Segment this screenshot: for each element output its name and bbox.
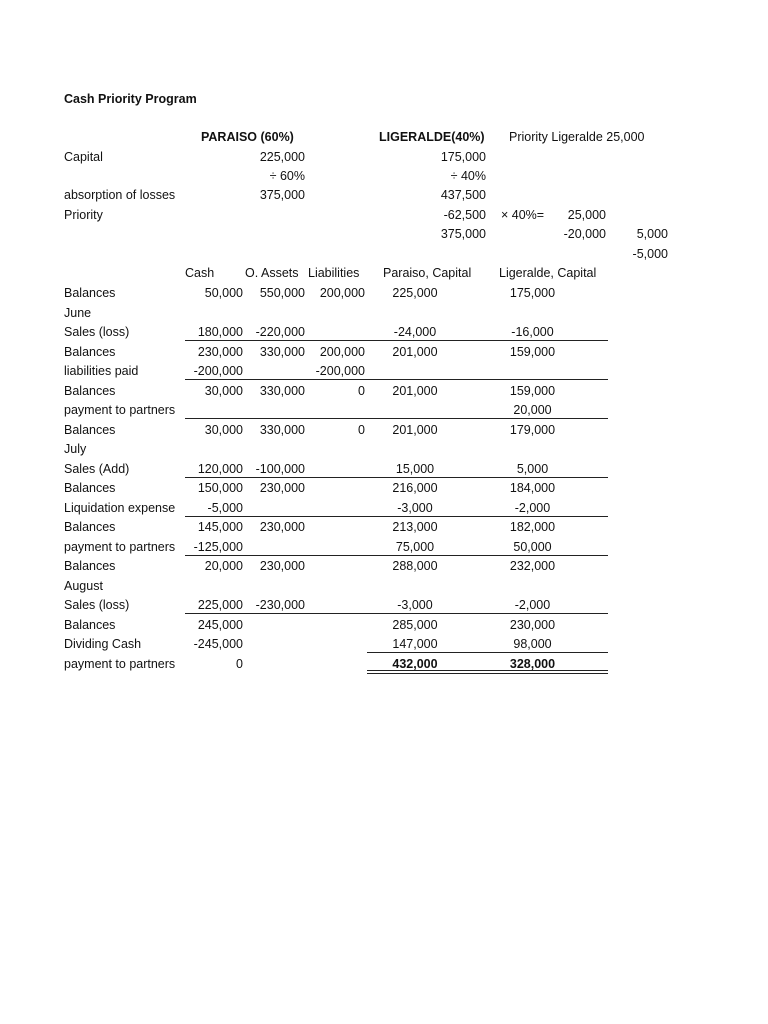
header-paraiso-capital: Paraiso, Capital [383,266,472,280]
total-divider [367,652,608,653]
header-cash: Cash [185,266,215,280]
cell-cash: -125,000 [193,540,243,554]
calc-value: -5,000 [632,247,668,261]
row-label: Balances [64,286,116,300]
row-divider [185,418,608,419]
total-double-underline [367,670,608,671]
row-label: Balances [64,559,116,573]
cell-cash: -200,000 [193,364,243,378]
cell-ligeralde-capital: 159,000 [509,384,556,398]
cell-cash: 120,000 [197,462,243,476]
total-double-underline [367,673,608,674]
cell-ligeralde-capital: -2,000 [514,501,551,515]
cell-ligeralde-capital: 20,000 [513,403,552,417]
calc-value: 25,000 [567,208,606,222]
cell-paraiso-capital: 216,000 [392,481,438,495]
cell-paraiso-capital: 201,000 [392,423,438,437]
row-divider [185,613,608,614]
calc-times: × 40%= [501,208,545,222]
row-label: June [64,306,92,320]
cell-other-assets: 550,000 [259,286,305,300]
cell-cash: 20,000 [204,559,243,573]
cell-ligeralde-capital: 50,000 [513,540,552,554]
top-row-label: Capital [64,150,103,164]
paraiso-header: PARAISO (60%) [201,130,294,144]
cell-liabilities: 200,000 [319,345,365,359]
top-row-paraiso: 375,000 [259,188,305,202]
row-divider [185,379,608,380]
row-label: Balances [64,345,116,359]
row-label: payment to partners [64,657,176,671]
row-label: Dividing Cash [64,637,142,651]
cell-ligeralde-capital: 98,000 [513,637,552,651]
row-label: Balances [64,481,116,495]
cell-other-assets: 330,000 [259,423,305,437]
cell-liabilities: 0 [358,384,365,398]
cell-ligeralde-capital: 159,000 [509,345,556,359]
cell-cash: 30,000 [204,423,243,437]
cell-paraiso-capital: 15,000 [395,462,435,476]
cell-ligeralde-capital: 175,000 [509,286,556,300]
cell-other-assets: -220,000 [255,325,305,339]
top-row-paraiso: ÷ 60% [269,169,305,183]
row-label: Liquidation expense [64,501,176,515]
cell-cash: 150,000 [197,481,243,495]
page-title: Cash Priority Program [64,92,197,106]
cell-cash: 0 [236,657,243,671]
top-row-label: Priority [64,208,103,222]
cell-cash: -5,000 [207,501,243,515]
header-ligeralde-capital: Ligeralde, Capital [499,266,597,280]
cell-paraiso-capital: 213,000 [392,520,438,534]
cell-other-assets: -100,000 [255,462,305,476]
cell-other-assets: 230,000 [259,559,305,573]
cell-ligeralde-capital: 184,000 [509,481,556,495]
cell-cash: 230,000 [197,345,243,359]
row-label: Sales (Add) [64,462,130,476]
cell-cash: 145,000 [197,520,243,534]
row-label: July [64,442,87,456]
row-divider [185,477,608,478]
calc-value: -20,000 [563,227,606,241]
top-row-label: absorption of losses [64,188,176,202]
cell-paraiso-capital: 201,000 [392,345,438,359]
cell-ligeralde-capital: 328,000 [509,657,556,671]
cell-cash: 180,000 [197,325,243,339]
cell-other-assets: 330,000 [259,345,305,359]
cell-cash: 50,000 [204,286,243,300]
cell-paraiso-capital: 147,000 [392,637,438,651]
cell-cash: 225,000 [197,598,243,612]
row-label: Sales (loss) [64,598,130,612]
cell-paraiso-capital: -3,000 [397,501,433,515]
row-label: Sales (loss) [64,325,130,339]
cell-liabilities: 200,000 [319,286,365,300]
cell-paraiso-capital: 288,000 [392,559,438,573]
top-row-ligeralde: 175,000 [440,150,486,164]
row-label: Balances [64,618,116,632]
row-label: Balances [64,384,116,398]
top-row-ligeralde: -62,500 [443,208,486,222]
row-divider [185,516,608,517]
cell-paraiso-capital: 201,000 [392,384,438,398]
cell-cash: -245,000 [193,637,243,651]
row-label: payment to partners [64,540,176,554]
cell-paraiso-capital: 225,000 [392,286,438,300]
cell-other-assets: -230,000 [255,598,305,612]
cell-ligeralde-capital: 182,000 [509,520,556,534]
cell-other-assets: 230,000 [259,481,305,495]
cell-ligeralde-capital: 179,000 [509,423,556,437]
header-liabilities: Liabilities [308,266,360,280]
top-row-ligeralde: 437,500 [440,188,486,202]
cell-paraiso-capital: 432,000 [392,657,438,671]
ligeralde-header: LIGERALDE(40%) [379,130,485,144]
row-label: Balances [64,520,116,534]
cell-cash: 30,000 [204,384,243,398]
cell-ligeralde-capital: -16,000 [511,325,554,339]
cell-ligeralde-capital: -2,000 [514,598,551,612]
row-divider [185,340,608,341]
top-row-paraiso: 225,000 [259,150,305,164]
cell-liabilities: -200,000 [315,364,365,378]
cell-ligeralde-capital: 230,000 [509,618,556,632]
row-label: payment to partners [64,403,176,417]
top-row-ligeralde: ÷ 40% [450,169,486,183]
row-label: liabilities paid [64,364,139,378]
cell-liabilities: 0 [358,423,365,437]
cell-paraiso-capital: -24,000 [393,325,437,339]
cell-other-assets: 230,000 [259,520,305,534]
header-other-assets: O. Assets [245,266,299,280]
cell-other-assets: 330,000 [259,384,305,398]
cell-paraiso-capital: 75,000 [395,540,435,554]
calc-value: 5,000 [636,227,668,241]
cell-paraiso-capital: -3,000 [397,598,433,612]
row-divider [185,555,608,556]
row-label: Balances [64,423,116,437]
priority-note: Priority Ligeralde 25,000 [509,130,645,144]
cell-ligeralde-capital: 5,000 [516,462,549,476]
cell-ligeralde-capital: 232,000 [509,559,556,573]
row-label: August [64,579,103,593]
cell-paraiso-capital: 285,000 [392,618,438,632]
cell-cash: 245,000 [197,618,243,632]
top-row-ligeralde: 375,000 [440,227,486,241]
